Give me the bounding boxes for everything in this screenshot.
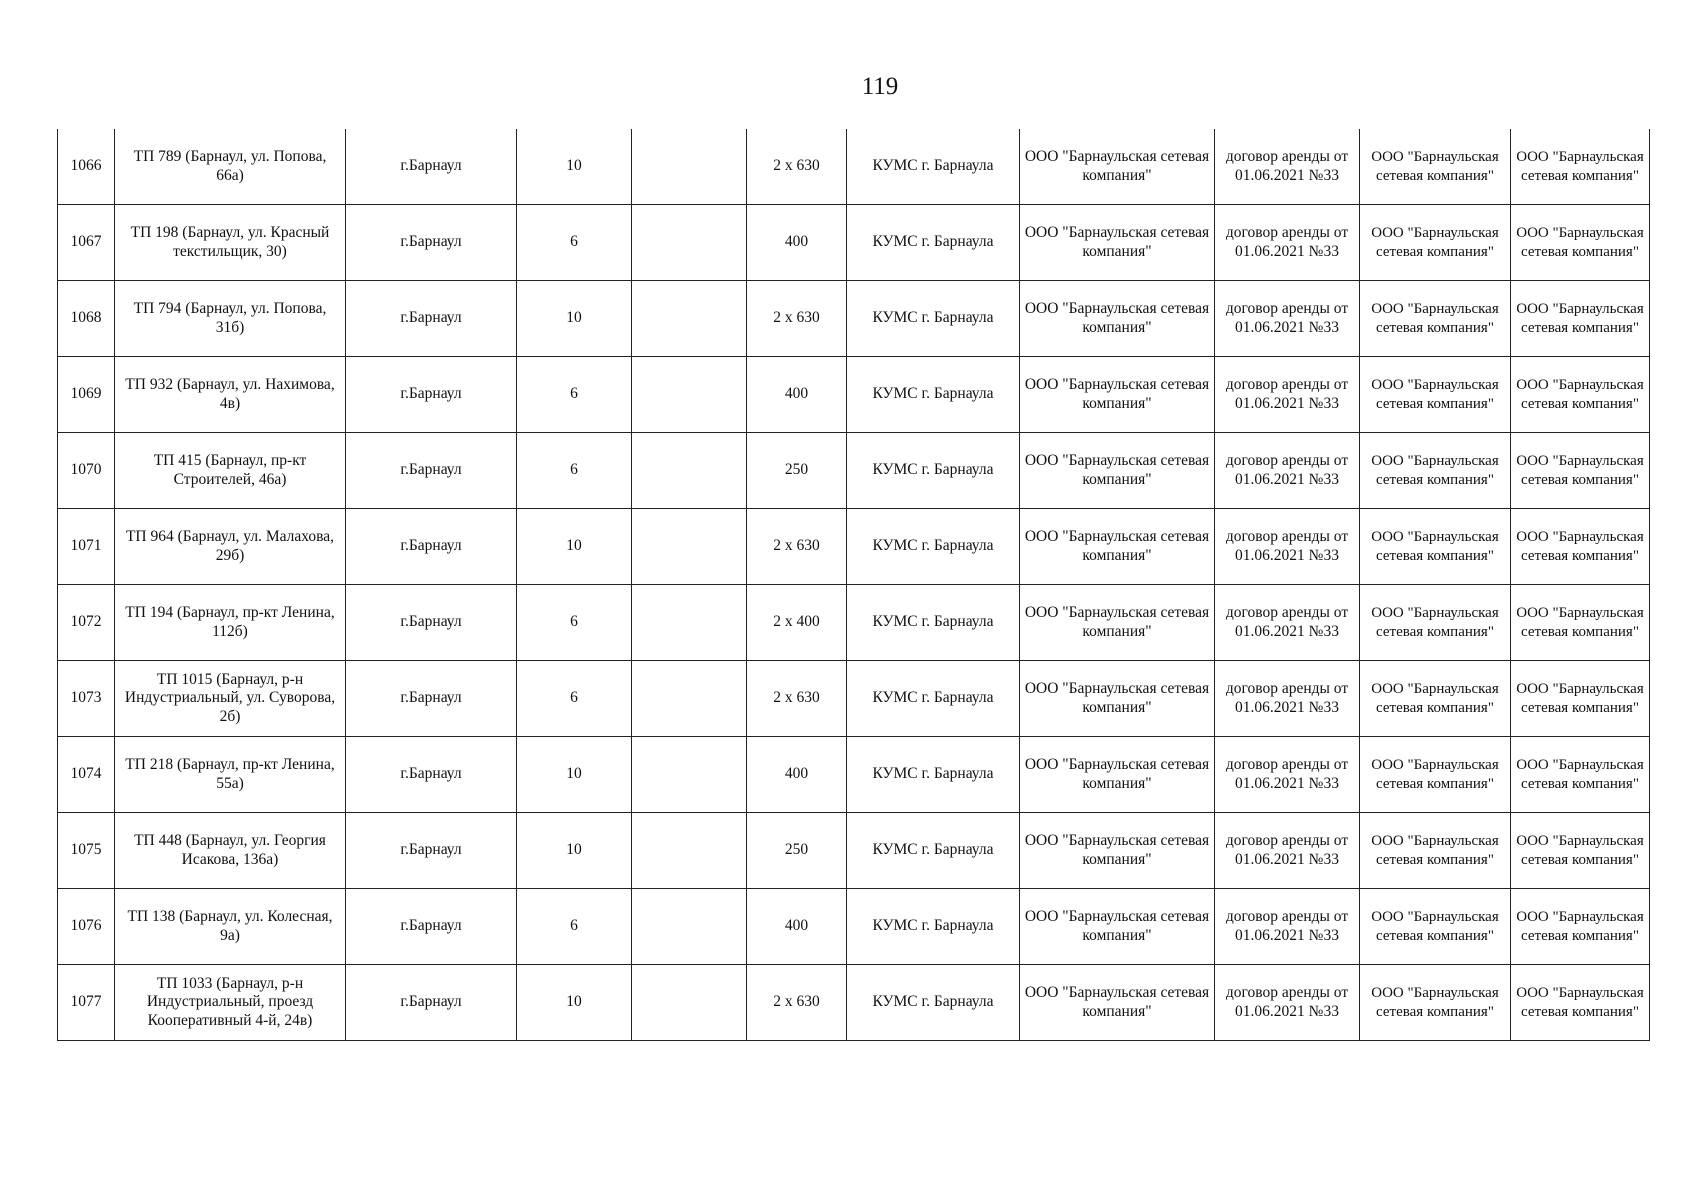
row-number-cell: 1068 bbox=[58, 281, 115, 357]
power-cell: 2 х 630 bbox=[747, 661, 847, 737]
table-row bbox=[58, 889, 1650, 965]
basis-cell: договор аренды от 01.06.2021 №33 bbox=[1215, 129, 1360, 205]
user-cell: ООО "Барнаульская сетевая компания" bbox=[1511, 965, 1650, 1041]
voltage-cell: 6 bbox=[517, 889, 632, 965]
table-row bbox=[58, 205, 1650, 281]
owner-cell: КУМС г. Барнаула bbox=[847, 585, 1020, 661]
user-cell: ООО "Барнаульская сетевая компания" bbox=[1511, 129, 1650, 205]
holder-cell: ООО "Барнаульская сетевая компания" bbox=[1020, 129, 1215, 205]
user-cell: ООО "Барнаульская сетевая компания" bbox=[1511, 281, 1650, 357]
table-row bbox=[58, 661, 1650, 737]
operator-cell: ООО "Барнаульская сетевая компания" bbox=[1360, 813, 1511, 889]
object-name-cell: ТП 932 (Барнаул, ул. Нахимова, 4в) bbox=[115, 357, 346, 433]
locality-cell: г.Барнаул bbox=[346, 661, 517, 737]
power-cell: 2 х 630 bbox=[747, 965, 847, 1041]
operator-cell: ООО "Барнаульская сетевая компания" bbox=[1360, 737, 1511, 813]
operator-cell: ООО "Барнаульская сетевая компания" bbox=[1360, 509, 1511, 585]
power-cell: 400 bbox=[747, 205, 847, 281]
locality-cell: г.Барнаул bbox=[346, 357, 517, 433]
owner-cell: КУМС г. Барнаула bbox=[847, 737, 1020, 813]
voltage-cell: 10 bbox=[517, 813, 632, 889]
user-cell: ООО "Барнаульская сетевая компания" bbox=[1511, 433, 1650, 509]
empty-cell bbox=[632, 509, 747, 585]
user-cell: ООО "Барнаульская сетевая компания" bbox=[1511, 737, 1650, 813]
power-cell: 400 bbox=[747, 889, 847, 965]
user-cell: ООО "Барнаульская сетевая компания" bbox=[1511, 813, 1650, 889]
locality-cell: г.Барнаул bbox=[346, 205, 517, 281]
owner-cell: КУМС г. Барнаула bbox=[847, 813, 1020, 889]
user-cell: ООО "Барнаульская сетевая компания" bbox=[1511, 357, 1650, 433]
empty-cell bbox=[632, 889, 747, 965]
empty-cell bbox=[632, 281, 747, 357]
empty-cell bbox=[632, 205, 747, 281]
voltage-cell: 10 bbox=[517, 129, 632, 205]
empty-cell bbox=[632, 737, 747, 813]
voltage-cell: 6 bbox=[517, 585, 632, 661]
basis-cell: договор аренды от 01.06.2021 №33 bbox=[1215, 585, 1360, 661]
row-number-cell: 1067 bbox=[58, 205, 115, 281]
empty-cell bbox=[632, 129, 747, 205]
operator-cell: ООО "Барнаульская сетевая компания" bbox=[1360, 357, 1511, 433]
basis-cell: договор аренды от 01.06.2021 №33 bbox=[1215, 965, 1360, 1041]
operator-cell: ООО "Барнаульская сетевая компания" bbox=[1360, 205, 1511, 281]
operator-cell: ООО "Барнаульская сетевая компания" bbox=[1360, 661, 1511, 737]
table-row bbox=[58, 433, 1650, 509]
row-number-cell: 1075 bbox=[58, 813, 115, 889]
holder-cell: ООО "Барнаульская сетевая компания" bbox=[1020, 889, 1215, 965]
locality-cell: г.Барнаул bbox=[346, 889, 517, 965]
power-cell: 2 х 400 bbox=[747, 585, 847, 661]
empty-cell bbox=[632, 661, 747, 737]
power-cell: 2 х 630 bbox=[747, 281, 847, 357]
basis-cell: договор аренды от 01.06.2021 №33 bbox=[1215, 509, 1360, 585]
owner-cell: КУМС г. Барнаула bbox=[847, 509, 1020, 585]
row-number-cell: 1071 bbox=[58, 509, 115, 585]
object-name-cell: ТП 194 (Барнаул, пр-кт Ленина, 112б) bbox=[115, 585, 346, 661]
empty-cell bbox=[632, 357, 747, 433]
locality-cell: г.Барнаул bbox=[346, 585, 517, 661]
object-name-cell: ТП 794 (Барнаул, ул. Попова, 31б) bbox=[115, 281, 346, 357]
page-number: 119 bbox=[861, 73, 899, 100]
object-name-cell: ТП 218 (Барнаул, пр-кт Ленина, 55а) bbox=[115, 737, 346, 813]
basis-cell: договор аренды от 01.06.2021 №33 bbox=[1215, 433, 1360, 509]
object-name-cell: ТП 198 (Барнаул, ул. Красный текстильщик, 30) bbox=[115, 205, 346, 281]
power-cell: 400 bbox=[747, 737, 847, 813]
power-cell: 250 bbox=[747, 813, 847, 889]
holder-cell: ООО "Барнаульская сетевая компания" bbox=[1020, 585, 1215, 661]
empty-cell bbox=[632, 585, 747, 661]
operator-cell: ООО "Барнаульская сетевая компания" bbox=[1360, 965, 1511, 1041]
basis-cell: договор аренды от 01.06.2021 №33 bbox=[1215, 737, 1360, 813]
basis-cell: договор аренды от 01.06.2021 №33 bbox=[1215, 813, 1360, 889]
object-name-cell: ТП 415 (Барнаул, пр-кт Строителей, 46а) bbox=[115, 433, 346, 509]
row-number-cell: 1070 bbox=[58, 433, 115, 509]
operator-cell: ООО "Барнаульская сетевая компания" bbox=[1360, 129, 1511, 205]
basis-cell: договор аренды от 01.06.2021 №33 bbox=[1215, 661, 1360, 737]
registry-body bbox=[58, 129, 1650, 1041]
power-cell: 400 bbox=[747, 357, 847, 433]
user-cell: ООО "Барнаульская сетевая компания" bbox=[1511, 889, 1650, 965]
owner-cell: КУМС г. Барнаула bbox=[847, 129, 1020, 205]
table-row bbox=[58, 281, 1650, 357]
row-number-cell: 1072 bbox=[58, 585, 115, 661]
user-cell: ООО "Барнаульская сетевая компания" bbox=[1511, 509, 1650, 585]
locality-cell: г.Барнаул bbox=[346, 433, 517, 509]
object-name-cell: ТП 1015 (Барнаул, р-н Индустриальный, ул. Суворова, 2б) bbox=[115, 661, 346, 737]
owner-cell: КУМС г. Барнаула bbox=[847, 433, 1020, 509]
locality-cell: г.Барнаул bbox=[346, 129, 517, 205]
row-number-cell: 1073 bbox=[58, 661, 115, 737]
table-row bbox=[58, 737, 1650, 813]
user-cell: ООО "Барнаульская сетевая компания" bbox=[1511, 661, 1650, 737]
user-cell: ООО "Барнаульская сетевая компания" bbox=[1511, 585, 1650, 661]
holder-cell: ООО "Барнаульская сетевая компания" bbox=[1020, 205, 1215, 281]
operator-cell: ООО "Барнаульская сетевая компания" bbox=[1360, 281, 1511, 357]
operator-cell: ООО "Барнаульская сетевая компания" bbox=[1360, 585, 1511, 661]
owner-cell: КУМС г. Барнаула bbox=[847, 889, 1020, 965]
empty-cell bbox=[632, 965, 747, 1041]
voltage-cell: 10 bbox=[517, 965, 632, 1041]
voltage-cell: 10 bbox=[517, 509, 632, 585]
holder-cell: ООО "Барнаульская сетевая компания" bbox=[1020, 813, 1215, 889]
owner-cell: КУМС г. Барнаула bbox=[847, 281, 1020, 357]
locality-cell: г.Барнаул bbox=[346, 509, 517, 585]
locality-cell: г.Барнаул bbox=[346, 965, 517, 1041]
voltage-cell: 6 bbox=[517, 205, 632, 281]
owner-cell: КУМС г. Барнаула bbox=[847, 357, 1020, 433]
row-number-cell: 1069 bbox=[58, 357, 115, 433]
operator-cell: ООО "Барнаульская сетевая компания" bbox=[1360, 433, 1511, 509]
locality-cell: г.Барнаул bbox=[346, 281, 517, 357]
table-row bbox=[58, 129, 1650, 205]
power-cell: 2 х 630 bbox=[747, 129, 847, 205]
power-cell: 2 х 630 bbox=[747, 509, 847, 585]
object-name-cell: ТП 789 (Барнаул, ул. Попова, 66а) bbox=[115, 129, 346, 205]
holder-cell: ООО "Барнаульская сетевая компания" bbox=[1020, 965, 1215, 1041]
owner-cell: КУМС г. Барнаула bbox=[847, 661, 1020, 737]
row-number-cell: 1077 bbox=[58, 965, 115, 1041]
row-number-cell: 1066 bbox=[58, 129, 115, 205]
user-cell: ООО "Барнаульская сетевая компания" bbox=[1511, 205, 1650, 281]
table-row bbox=[58, 965, 1650, 1041]
basis-cell: договор аренды от 01.06.2021 №33 bbox=[1215, 281, 1360, 357]
voltage-cell: 6 bbox=[517, 357, 632, 433]
table-row bbox=[58, 585, 1650, 661]
empty-cell bbox=[632, 433, 747, 509]
object-name-cell: ТП 448 (Барнаул, ул. Георгия Исакова, 136а) bbox=[115, 813, 346, 889]
holder-cell: ООО "Барнаульская сетевая компания" bbox=[1020, 433, 1215, 509]
basis-cell: договор аренды от 01.06.2021 №33 bbox=[1215, 357, 1360, 433]
holder-cell: ООО "Барнаульская сетевая компания" bbox=[1020, 737, 1215, 813]
object-name-cell: ТП 1033 (Барнаул, р-н Индустриальный, проезд Кооперативный 4-й, 24в) bbox=[115, 965, 346, 1041]
locality-cell: г.Барнаул bbox=[346, 813, 517, 889]
holder-cell: ООО "Барнаульская сетевая компания" bbox=[1020, 281, 1215, 357]
voltage-cell: 10 bbox=[517, 737, 632, 813]
owner-cell: КУМС г. Барнаула bbox=[847, 205, 1020, 281]
basis-cell: договор аренды от 01.06.2021 №33 bbox=[1215, 889, 1360, 965]
row-number-cell: 1074 bbox=[58, 737, 115, 813]
table-row bbox=[58, 509, 1650, 585]
registry-table bbox=[57, 129, 1650, 1041]
holder-cell: ООО "Барнаульская сетевая компания" bbox=[1020, 509, 1215, 585]
empty-cell bbox=[632, 813, 747, 889]
owner-cell: КУМС г. Барнаула bbox=[847, 965, 1020, 1041]
table-row bbox=[58, 357, 1650, 433]
row-number-cell: 1076 bbox=[58, 889, 115, 965]
basis-cell: договор аренды от 01.06.2021 №33 bbox=[1215, 205, 1360, 281]
object-name-cell: ТП 964 (Барнаул, ул. Малахова, 29б) bbox=[115, 509, 346, 585]
operator-cell: ООО "Барнаульская сетевая компания" bbox=[1360, 889, 1511, 965]
holder-cell: ООО "Барнаульская сетевая компания" bbox=[1020, 357, 1215, 433]
voltage-cell: 10 bbox=[517, 281, 632, 357]
voltage-cell: 6 bbox=[517, 433, 632, 509]
holder-cell: ООО "Барнаульская сетевая компания" bbox=[1020, 661, 1215, 737]
voltage-cell: 6 bbox=[517, 661, 632, 737]
locality-cell: г.Барнаул bbox=[346, 737, 517, 813]
object-name-cell: ТП 138 (Барнаул, ул. Колесная, 9а) bbox=[115, 889, 346, 965]
table-row bbox=[58, 813, 1650, 889]
power-cell: 250 bbox=[747, 433, 847, 509]
